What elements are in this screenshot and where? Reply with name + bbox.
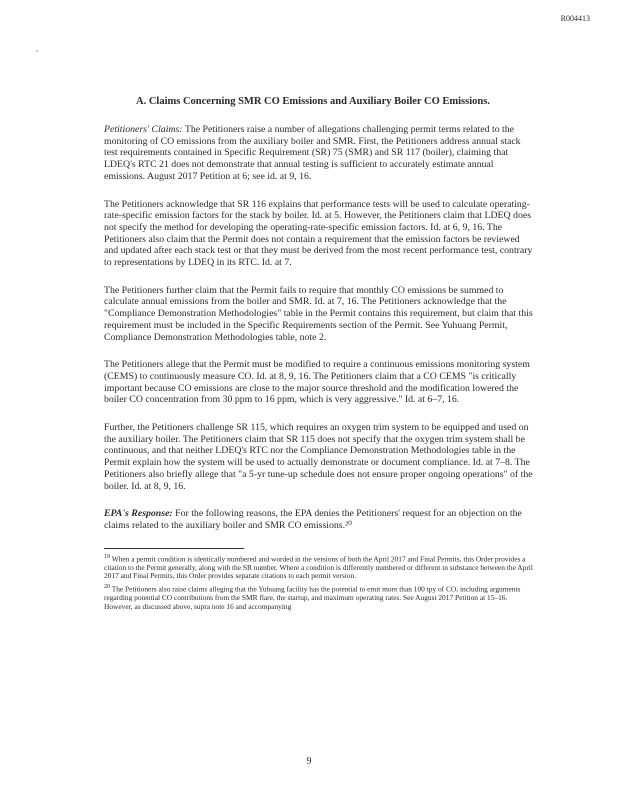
- page-identifier: R004413: [560, 14, 590, 23]
- paragraph-epa-response: [104, 508, 536, 531]
- paragraph-text: The Petitioners raise a number of allegations challenging permit terms related to the monitoring of CO emissions from the auxiliary boiler and SMR. First, the Petitioners address annual stack test requirements contained in Specific Requirement (SR) 75 (SMR) and SR 117 (boiler), claiming that LDEQ's RTC 21 does not demonstrate that annual testing is sufficient to accurately estimate annual emissions. August 2017 Petition at 6; see id. at 9, 16.: [104, 124, 521, 182]
- paragraph-text: For the following reasons, the EPA denies the Petitioners' request for an objection on the claims related to the auxiliary boiler and SMR CO emissions.²⁰: [104, 508, 522, 531]
- paragraph: [104, 422, 536, 492]
- paragraph-lead: EPA's Response:: [104, 508, 173, 520]
- paragraph: [104, 285, 536, 344]
- paragraph: [104, 199, 536, 269]
- footnote-divider: [104, 548, 244, 549]
- paragraph-lead: Petitioners' Claims:: [104, 124, 183, 135]
- footnote-number: 19: [104, 553, 110, 560]
- footnote: [104, 553, 536, 581]
- footnote-number: 20: [104, 583, 110, 590]
- stray-mark: ,: [36, 44, 38, 53]
- page-number: 9: [306, 756, 312, 767]
- section-heading: A. Claims Concerning SMR CO Emissions and Auxiliary Boiler CO Emissions.: [136, 96, 490, 107]
- paragraph-text: The Petitioners acknowledge that SR 116 explains that performance tests will be used to calculate operating-rate-specific emission factors for the stack by boiler. Id. at 5. However, the Petitioners claim that LDEQ does not specify the method for developing the operating-rate-specific emission factors. Id. at 6, 9, 16. The Petitioners also claim that the Permit does not contain a requirement that the emission factors be reviewed and updated after each stack test or that they must be derived from the most recent performance test, contrary to representations by LDEQ in its RTC. Id. at 7.: [104, 198, 533, 269]
- paragraph-text: The Petitioners allege that the Permit must be modified to require a continuous emissions monitoring system (CEMS) to continuously measure CO. Id. at 8, 9, 16. The Petitioners claim that a CO CEMS "is critically important because CO emissions are close to the major source threshold and the modification lowered the boiler CO concentration from 30 ppm to 16 ppm, which is very aggressive." Id. at 6–7, 16.: [104, 359, 530, 406]
- document-body: [104, 96, 536, 613]
- footnote: [104, 583, 536, 611]
- paragraph-text: Further, the Petitioners challenge SR 115, which requires an oxygen trim system to be equipped and used on the auxiliary boiler. The Petitioners claim that SR 115 does not specify that the oxygen trim system shall be continuous, and that neither LDEQ's RTC nor the Compliance Demonstration Methodologies table in the Permit explain how the system will be used to actually demonstrate or document compliance. Id. at 7–8. The Petitioners also briefly allege that "a 5-yr tune-up schedule does not ensure proper ongoing operations" of the boiler. Id. at 8, 9, 16.: [104, 422, 533, 492]
- paragraph-petitioners-claims: [104, 124, 536, 183]
- footnote-text: The Petitioners also raise claims alleging that the Yuhuang facility has the potential to emit more than 100 tpy of CO, including arguments regarding potential CO contributions from the SMR flare, the startup, and maximum operating rates. See August 2017 Petition at 15–16. However, as discussed above, supra note 16 and accompanying: [104, 584, 521, 611]
- paragraph-text: The Petitioners further claim that the Permit fails to require that monthly CO emissions be summed to calculate annual emissions from the boiler and SMR. Id. at 7, 16. The Petitioners acknowledge that the "Compliance Demonstration Methodologies" table in the Permit contains this requirement, but claim that this requirement must be included in the Specific Requirements section of the Permit. See Yuhuang Permit, Compliance Demonstration Methodologies table, note 2.: [104, 284, 533, 343]
- footnote-text: When a permit condition is identically numbered and worded in the versions of both the April 2017 and Final Permits, this Order provides a citation to the Permit generally, along with the SR number. Where a condition is differently numbered or different in substance between the April 2017 and Final Permits, this Order provides separate citations to each permit version.: [104, 554, 533, 581]
- paragraph: [104, 359, 536, 406]
